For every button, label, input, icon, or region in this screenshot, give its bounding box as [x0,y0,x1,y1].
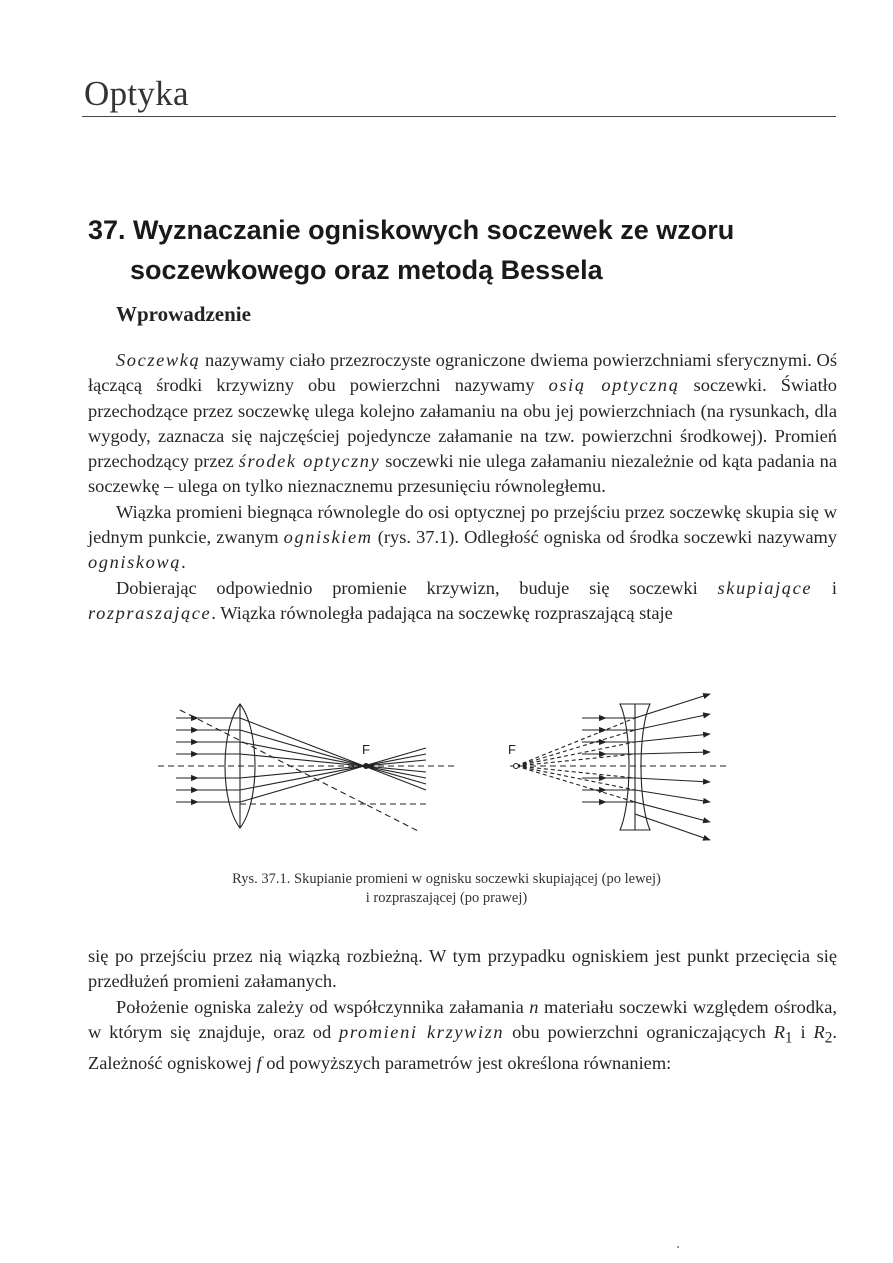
symbol-r1: R [773,1021,785,1042]
symbol-f: f [256,1052,262,1073]
chief-ray [180,710,420,832]
term-skupiajace: skupiające [717,577,813,598]
focal-point-right [514,764,519,769]
paragraph-1-text-b: soczewki. Światło przechodzące przez soczewkę ulega kolejno załamaniu na obu jej powierzchniach (na rysunkach, dla wygody, zaznacza się najczęściej pojedyncze załamanie na tzw. powierzchni środkowej). Promień przechodzący przez [88,375,837,472]
paragraph-1 [88,348,837,500]
incoming-rays-left [176,718,240,802]
paragraph-2 [88,500,837,576]
converging-lens-diagram [158,704,458,832]
section-title: Wprowadzenie [116,302,251,326]
paragraph-5-text-a: Położenie ogniska zależy od współczynnika załamania [116,996,530,1017]
figure-caption-line2: i rozpraszającej (po prawej) [365,890,528,906]
paragraph-3-text-a: Dobierając odpowiednio promienie krzywizn, buduje się soczewki [116,577,718,598]
paragraph-2-text-c: . [181,552,186,573]
scan-speck [677,1246,679,1248]
figure-lens-diagrams [150,690,750,850]
paragraph-3-text-c: . Wiązka równoległa padająca na soczewkę rozpraszającą staje [211,602,673,623]
term-ogniskowa: ogniskową [88,552,182,573]
focal-point-left [364,764,369,769]
paragraph-4: się po przejściu przez nią wiązką rozbieżną. W tym przypadku ogniskiem jest punkt przecięcia się przedłużeń promieni załamanych. [88,946,837,992]
focal-label-right: F [508,742,516,757]
lens-diagrams-svg [150,690,750,850]
symbol-r1-subscript: 1 [784,1029,793,1047]
focal-label-left: F [362,742,370,757]
paragraph-5 [88,995,837,1077]
figure-caption-line1: Rys. 37.1. Skupianie promieni w ognisku soczewki skupiającej (po lewej) [232,871,661,887]
paragraph-5-text-c: obu powierzchni ograniczających [504,1021,774,1042]
paragraph-1-text-c: soczewki nie ulega załamaniu niezależnie od kąta padania na soczewkę – ulega on tylko nieznacznemu przesunięciu równoległemu. [88,451,837,497]
paragraph-3 [88,576,837,627]
symbol-r2-subscript: 2 [824,1029,833,1047]
virtual-ray-extensions [516,718,635,802]
chapter-title-line1: 37. Wyznaczanie ogniskowych soczewek ze wzoru [88,215,735,245]
chapter-title [88,210,808,290]
term-ognisko: ogniskiem [283,527,373,548]
term-srodek-optyczny: środek optyczny [238,451,381,472]
symbol-r2: R [813,1021,825,1042]
paragraph-5-text-d: i [792,1021,814,1042]
diverging-lens-diagram [510,694,730,840]
paragraph-3-text-b: i [812,577,837,598]
figure-caption [150,870,743,908]
paragraph-5-text-b: materiału soczewki względem ośrodka, w którym się znajduje, oraz od [88,996,838,1042]
converging-rays [240,718,426,802]
symbol-n: n [529,996,539,1017]
paragraph-5-text-f: od powyższych parametrów jest określona równaniem: [261,1052,672,1073]
paragraph-1-text-a: nazywamy ciało przezroczyste ograniczone dwiema powierzchniami sferycznymi. Oś łączącą środki krzywizny obu powierzchni nazywamy [88,350,837,396]
term-os-optyczna: osią optyczną [548,375,680,396]
intro-text-block [88,348,837,626]
header-rule [82,116,836,117]
paragraph-5-text-e: . Zależność ogniskowej [88,1021,837,1073]
paragraph-2-text-a: Wiązka promieni biegnąca równolegle do osi optycznej po przejściu przez soczewkę skupia się w jednym punkcie, zwanym [88,501,837,548]
term-promienie-krzywizn: promieni krzywizn [339,1021,505,1042]
chapter-title-line2: soczewkowego oraz metodą Bessela [130,255,603,285]
paragraph-2-text-b: (rys. 37.1). Odległość ogniska od środka soczewki nazywamy [372,527,837,548]
running-title: Optyka [84,74,189,113]
term-soczewka: Soczewką [116,350,201,370]
term-rozpraszajace: rozpraszające [88,602,212,623]
continuation-text-block [88,944,837,1076]
